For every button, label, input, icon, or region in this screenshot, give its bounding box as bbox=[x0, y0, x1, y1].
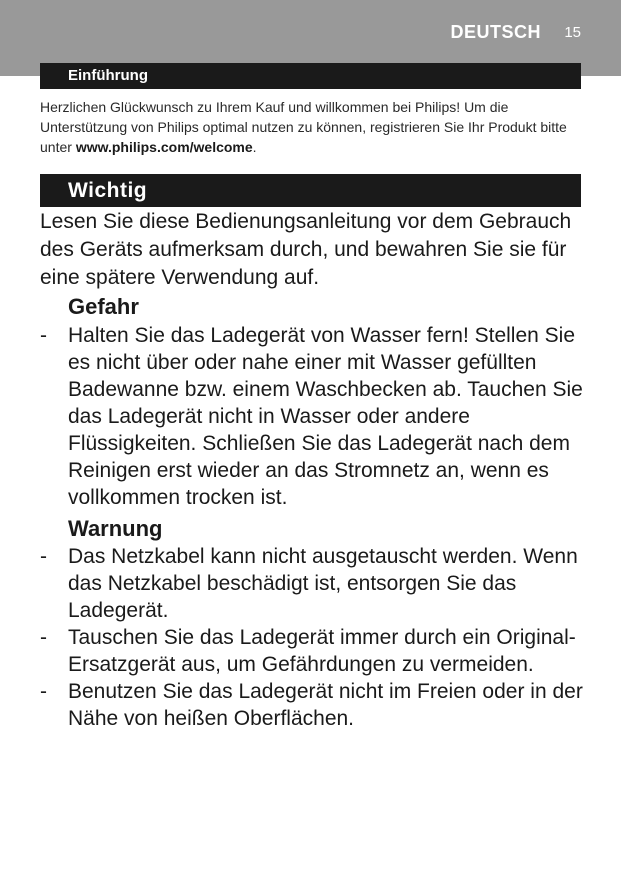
section-heading-important: Wichtig bbox=[40, 174, 581, 207]
bullet-dash: - bbox=[40, 545, 47, 568]
bullet-dash: - bbox=[40, 626, 47, 649]
bullet-dash: - bbox=[40, 680, 47, 703]
list-item bbox=[40, 678, 600, 732]
warning-list bbox=[40, 543, 600, 732]
warning-heading: Warnung bbox=[68, 516, 163, 541]
list-item-text: Tauschen Sie das Ladegerät immer durch ein Original-Ersatzgerät aus, um Gefährdungen zu vermeiden. bbox=[68, 626, 576, 676]
danger-list bbox=[40, 322, 600, 511]
page-number: 15 bbox=[564, 24, 581, 41]
language-label: DEUTSCH bbox=[450, 22, 541, 42]
intro-paragraph bbox=[40, 97, 585, 157]
important-paragraph: Lesen Sie diese Bedienungsanleitung vor dem Gebrauch des Geräts aufmerksam durch, und bewahren Sie sie für eine spätere Verwendung auf. bbox=[40, 210, 572, 289]
bullet-dash: - bbox=[40, 324, 47, 347]
list-item bbox=[40, 322, 600, 511]
philips-welcome-link: www.philips.com/welcome bbox=[75, 139, 253, 155]
list-item bbox=[40, 624, 600, 678]
list-item-text: Das Netzkabel kann nicht ausgetauscht werden. Wenn das Netzkabel beschädigt ist, entsorgen Sie das Ladegerät. bbox=[68, 545, 578, 622]
list-item-text: Benutzen Sie das Ladegerät nicht im Freien oder in der Nähe von heißen Oberflächen. bbox=[68, 680, 583, 730]
danger-heading: Gefahr bbox=[68, 294, 139, 319]
section-heading-intro: Einführung bbox=[40, 63, 581, 89]
intro-text: Herzlichen Glückwunsch zu Ihrem Kauf und willkommen bei Philips! Um die Unterstützung von Philips optimal nutzen zu können, registrieren Sie Ihr Produkt bitte unter bbox=[40, 99, 567, 155]
intro-text-end: . bbox=[252, 139, 257, 155]
list-item-text: Halten Sie das Ladegerät von Wasser fern! Stellen Sie es nicht über oder nahe einer mit Wasser gefüllten Badewanne bzw. einem Waschbecken ab. Tauchen Sie das Ladegerät nicht in Wasser oder andere Flüssigkeiten. Schließen Sie das Ladegerät nach dem Reinigen erst wieder an das Stromnetz an, wenn es vollkommen trocken ist. bbox=[68, 324, 583, 509]
list-item bbox=[40, 543, 600, 624]
